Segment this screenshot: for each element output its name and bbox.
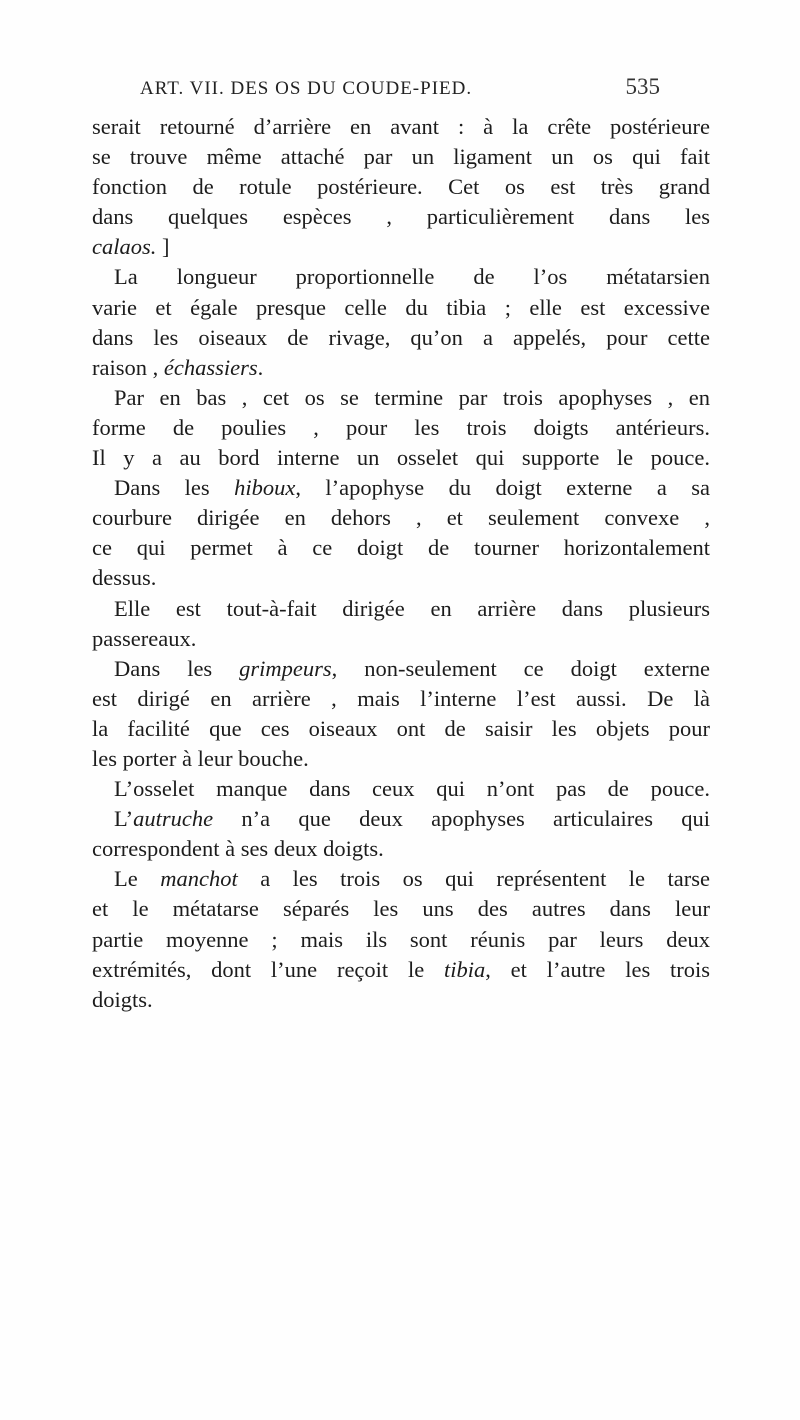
text-line: [92, 864, 710, 894]
text-line: [92, 503, 710, 533]
text-line: [92, 925, 710, 955]
line-segment: ]: [156, 234, 170, 260]
line-segment: serait retourné d’arrière en avant : à la crête postérieure: [92, 114, 710, 139]
italic-term: manchot: [160, 866, 238, 892]
line-segment: dans quelques espèces , particulièrement dans les: [92, 204, 710, 230]
text-line: [92, 774, 710, 804]
text-line: [92, 654, 710, 684]
line-segment: varie et égale presque celle du tibia ; elle est excessive: [92, 294, 710, 320]
line-segment: les porter à leur bouche.: [92, 745, 309, 771]
text-line: [92, 323, 710, 353]
text-line: [92, 353, 710, 383]
page-number: 535: [625, 74, 660, 99]
text-line: [92, 232, 710, 262]
line-segment: L’osselet manque dans ceux qui n’ont pas de pouce.: [114, 776, 710, 802]
line-segment: Par en bas , cet os se termine par trois apophyses , en: [114, 384, 710, 410]
text-line: [92, 293, 710, 323]
text-line: [92, 985, 710, 1015]
body-text: [92, 112, 710, 1015]
text-line: [92, 383, 710, 413]
line-segment: la facilité que ces oiseaux ont de saisir les objets pour: [92, 715, 710, 741]
text-line: [92, 955, 710, 985]
line-segment: ce qui permet à ce doigt de tourner horizontalement: [92, 535, 710, 561]
line-segment: forme de poulies , pour les trois doigts antérieurs.: [92, 414, 710, 440]
italic-term: grimpeurs: [239, 655, 332, 681]
line-segment: extrémités, dont l’une reçoit le: [92, 956, 444, 982]
running-title: ART. VII. DES OS DU COUDE-PIED.: [140, 78, 473, 99]
line-segment: et le métatarse séparés les uns des autres dans leur: [92, 896, 710, 922]
line-segment: n’a que deux apophyses articulaires qui: [213, 806, 710, 832]
line-segment: Il y a au bord interne un osselet qui supporte le pouce.: [92, 445, 710, 471]
text-line: [92, 624, 710, 654]
text-line: [92, 172, 710, 202]
line-segment: .: [257, 354, 264, 380]
text-line: [92, 894, 710, 924]
italic-term: échassiers: [163, 354, 258, 380]
line-segment: fonction de rotule postérieure. Cet os est très grand: [92, 174, 710, 200]
line-segment: est dirigé en arrière , mais l’interne l’est aussi. De là: [92, 685, 710, 711]
line-segment: courbure dirigée en dehors , et seulement convexe ,: [92, 505, 710, 531]
line-segment: dans les oiseaux de rivage, qu’on a appelés, pour cette: [92, 324, 710, 350]
italic-term: calaos.: [92, 234, 157, 260]
line-segment: raison ,: [92, 354, 164, 380]
text-line: [92, 533, 710, 563]
line-segment: partie moyenne ; mais ils sont réunis par leurs deux: [92, 926, 710, 952]
text-line: [92, 262, 710, 292]
text-line: [92, 112, 710, 142]
line-segment: passereaux.: [92, 625, 197, 651]
text-line: [92, 684, 710, 714]
text-line: [92, 834, 710, 864]
line-segment: L’: [114, 806, 134, 832]
line-segment: Le: [114, 866, 161, 892]
line-segment: a les trois os qui représentent le tarse: [237, 866, 710, 892]
line-segment: , non-seulement ce doigt externe: [331, 655, 710, 681]
text-line: [92, 443, 710, 473]
line-segment: Elle est tout-à-fait dirigée en arrière dans plusieurs: [114, 595, 710, 621]
text-line: [92, 142, 710, 172]
line-segment: Dans les: [114, 655, 240, 681]
text-line: [92, 202, 710, 232]
line-segment: , l’apophyse du doigt externe a sa: [295, 475, 710, 501]
line-segment: Dans les: [114, 475, 235, 501]
line-segment: doigts.: [92, 986, 153, 1012]
text-line: [92, 413, 710, 443]
italic-term: hiboux: [234, 475, 296, 501]
text-line: [92, 594, 710, 624]
text-line: [92, 744, 710, 774]
text-line: [92, 714, 710, 744]
line-segment: correspondent à ses deux doigts.: [92, 836, 384, 862]
italic-term: tibia: [444, 956, 486, 982]
line-segment: , et l’autre les trois: [485, 956, 710, 982]
text-line: [92, 804, 710, 834]
text-line: [92, 563, 710, 593]
italic-term: autruche: [133, 806, 214, 832]
line-segment: se trouve même attaché par un ligament un os qui fait: [92, 144, 710, 170]
line-segment: La longueur proportionnelle de l’os métatarsien: [114, 264, 710, 290]
line-segment: dessus.: [92, 565, 157, 591]
text-line: [92, 473, 710, 503]
